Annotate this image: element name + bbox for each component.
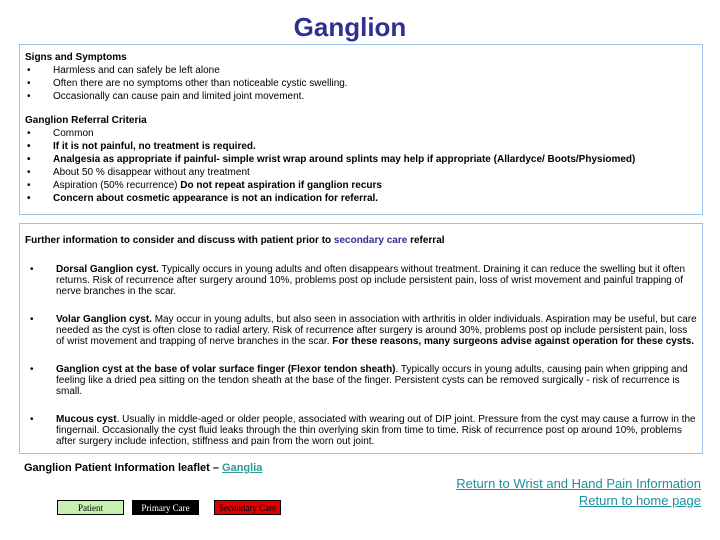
para-lead: Ganglion cyst at the base of volar surface finger (Flexor tendon sheath)	[56, 364, 396, 375]
leaflet-link[interactable]: Ganglia	[222, 462, 263, 474]
referral-item-text: Analgesia as appropriate if painful- simple wrist wrap around splints may help if appropriate (Allardyce/ Boots/Physiomed)	[53, 154, 636, 165]
bullet-icon: •	[30, 414, 34, 425]
list-item	[25, 77, 697, 90]
bullet-icon: •	[27, 91, 31, 102]
bullet-icon: •	[27, 65, 31, 76]
para-lead: Volar Ganglion cyst.	[56, 314, 152, 325]
return-wrist-link[interactable]: Return to Wrist and Hand Pain Information	[456, 476, 701, 491]
para-tail: For these reasons, many surgeons advise against operation for these cysts.	[332, 336, 695, 347]
list-item	[25, 153, 697, 166]
list-item	[25, 364, 697, 397]
patient-button[interactable]: Patient	[57, 500, 124, 515]
further-heading	[25, 235, 697, 247]
secondary-care-button[interactable]: Secondary Care	[214, 500, 281, 515]
para-text: . Usually in middle-aged or older people, associated with wearing out of DIP joint. Pressure from the cyst may cause a furrow in the fingernail. Occasionally the cyst fluid leaks through the thin overlying skin from time to time. Risk of recurrence post op around 10%, problems after surgery include infection, stiffness and pain from the worn out joint.	[56, 414, 696, 447]
bullet-icon: •	[27, 180, 31, 191]
page-title: Ganglion	[293, 12, 407, 42]
referral-item-text: Concern about cosmetic appearance is not an indication for referral.	[53, 193, 379, 204]
list-item	[25, 90, 697, 103]
referral-item-pre: Aspiration (50% recurrence)	[53, 180, 181, 191]
para-lead: Dorsal Ganglion cyst.	[56, 264, 159, 275]
referral-item-text: Do not repeat aspiration if ganglion recurs	[180, 180, 382, 191]
referral-heading: Ganglion Referral Criteria	[25, 115, 147, 126]
further-info-panel	[19, 223, 703, 454]
leaflet-label: Ganglion Patient Information leaflet –	[24, 462, 223, 474]
further-heading-post: referral	[407, 235, 445, 246]
return-home-link[interactable]: Return to home page	[578, 493, 701, 508]
signs-heading: Signs and Symptoms	[25, 52, 127, 63]
list-item	[25, 414, 697, 447]
list-item	[25, 166, 697, 179]
bullet-icon: •	[30, 364, 34, 375]
further-heading-accent: secondary care	[333, 235, 408, 246]
bullet-icon: •	[30, 264, 34, 275]
bullet-icon: •	[27, 154, 31, 165]
leaflet-line	[24, 462, 262, 474]
primary-care-button[interactable]: Primary Care	[132, 500, 199, 515]
signs-referral-panel	[19, 44, 703, 215]
bullet-icon: •	[27, 141, 31, 152]
para-text: . Typically occurs in young adults, causing pain when gripping and feeling like a dried pea sitting on the tendon sheath at the base of the finger. Persistent cysts can be removed surgically - risk of recurrence is small.	[56, 364, 688, 397]
list-item	[25, 314, 697, 347]
signs-item-text: Often there are no symptoms other than noticeable cystic swelling.	[53, 78, 348, 89]
bullet-icon: •	[27, 167, 31, 178]
list-item	[25, 264, 697, 297]
bullet-icon: •	[27, 78, 31, 89]
bullet-icon: •	[27, 193, 31, 204]
further-heading-pre: Further information to consider and discuss with patient prior to	[25, 235, 334, 246]
para-text: Typically occurs in young adults and often disappears without treatment. Draining it can reduce the swelling but it often returns. Risk of recurrence after surgery around 10%, problems post op include persistent pain, loss of wrist movement and painful trapping of nerve branches in the scar.	[56, 264, 686, 297]
referral-item-text: Common	[53, 128, 94, 139]
signs-item-text: Harmless and can safely be left alone	[53, 65, 220, 76]
para-text: May occur in young adults, but also seen in association with arthritis in older individuals. Aspiration may be useful, but care needed as the cyst is often close to radial artery. Risk of recurrence after surgery is around 30%, problems post op include persistent pain, loss of wrist movement and trapping of nerve branches in the scar.	[56, 314, 697, 347]
referral-item-text: If it is not painful, no treatment is required.	[53, 141, 256, 152]
list-item	[25, 127, 697, 140]
referral-item-text: About 50 % disappear without any treatment	[53, 167, 250, 178]
signs-item-text: Occasionally can cause pain and limited joint movement.	[53, 91, 305, 102]
list-item	[25, 140, 697, 153]
para-lead: Mucous cyst	[56, 414, 117, 425]
list-item	[25, 192, 697, 205]
bullet-icon: •	[30, 314, 34, 325]
list-item	[25, 64, 697, 77]
bullet-icon: •	[27, 128, 31, 139]
list-item	[25, 179, 697, 192]
